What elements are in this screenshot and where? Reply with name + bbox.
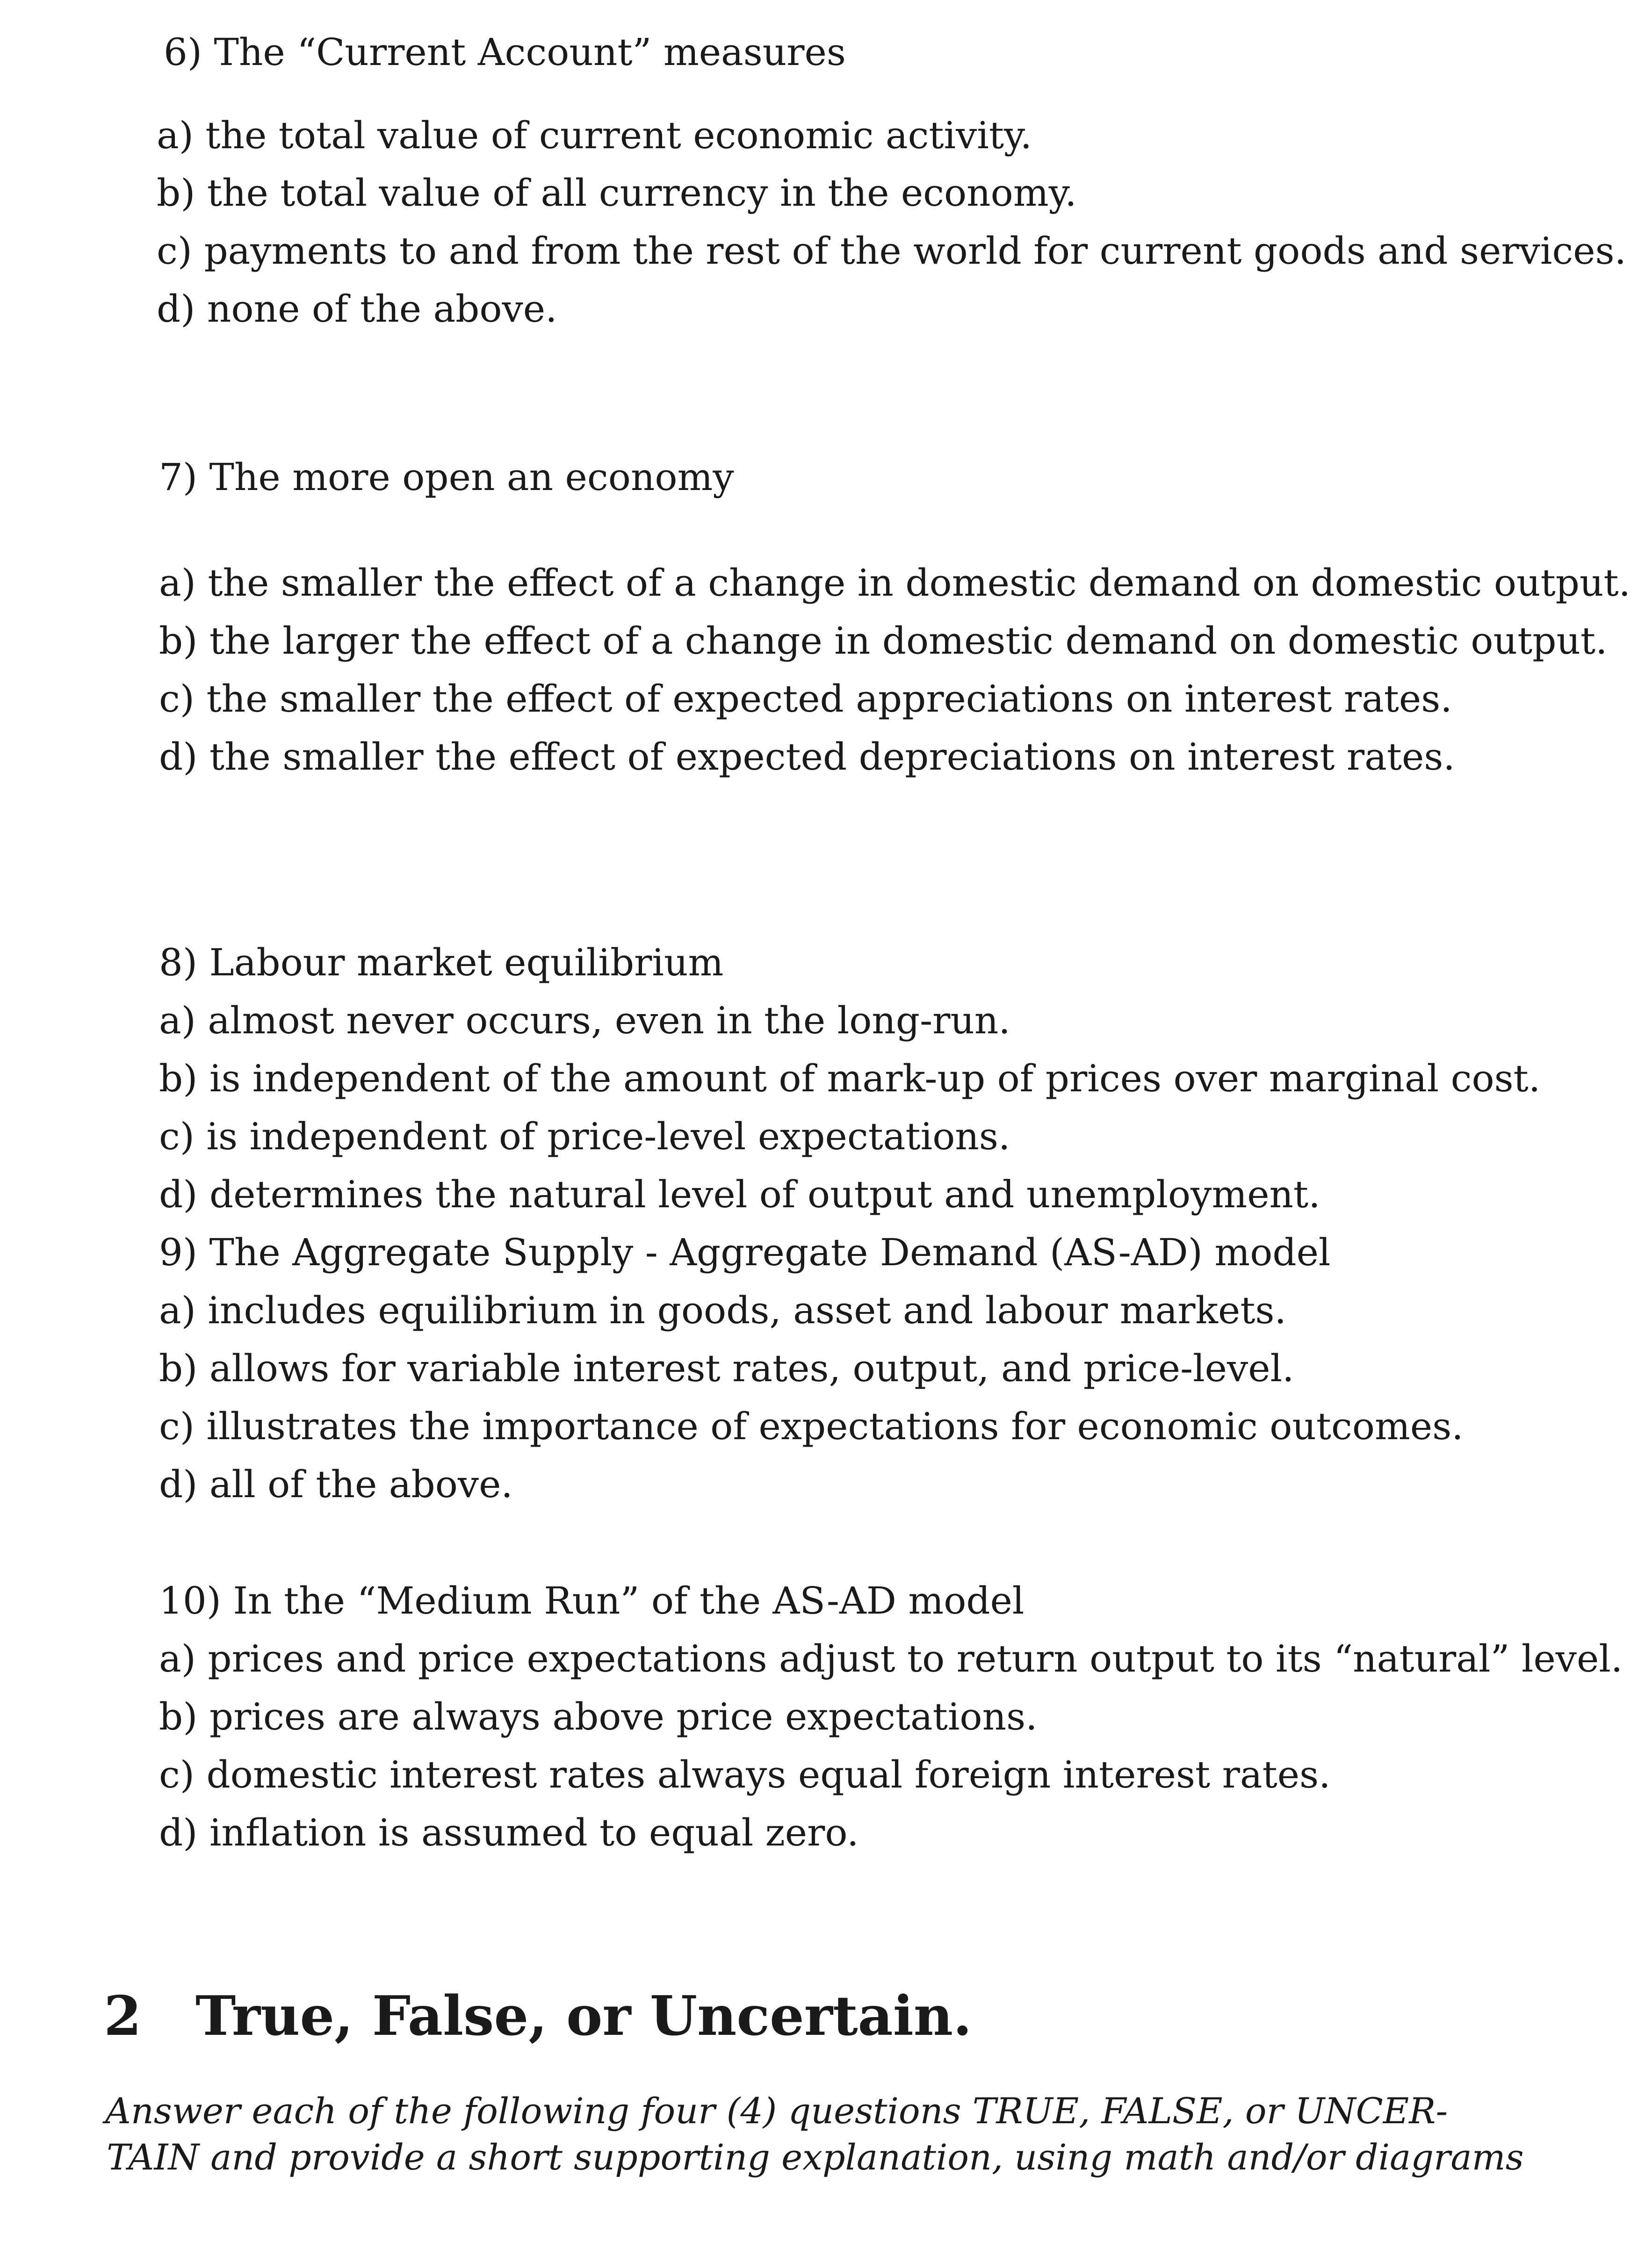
question-7-option-d: d) the smaller the effect of expected depreciations on interest rates. bbox=[159, 735, 1455, 778]
question-7-stem: 7) The more open an economy bbox=[159, 455, 734, 499]
question-7-option-b: b) the larger the effect of a change in domestic demand on domestic output. bbox=[159, 619, 1608, 663]
question-6-stem: 6) The “Current Account” measures bbox=[164, 30, 846, 74]
question-8-stem: 8) Labour market equilibrium bbox=[159, 941, 724, 984]
question-7-option-c: c) the smaller the effect of expected appreciations on interest rates. bbox=[159, 677, 1452, 721]
question-6-option-c: c) payments to and from the rest of the world for current goods and services. bbox=[157, 229, 1627, 273]
question-10-stem: 10) In the “Medium Run” of the AS-AD model bbox=[159, 1579, 1024, 1622]
question-10-option-c: c) domestic interest rates always equal foreign interest rates. bbox=[159, 1753, 1331, 1796]
section-number: 2 bbox=[104, 1984, 142, 2048]
question-9-option-c: c) illustrates the importance of expectations for economic outcomes. bbox=[159, 1405, 1464, 1448]
question-9-option-b: b) allows for variable interest rates, output, and price-level. bbox=[159, 1347, 1294, 1390]
question-6-option-d: d) none of the above. bbox=[157, 287, 557, 331]
question-8-option-a: a) almost never occurs, even in the long-run. bbox=[159, 999, 1010, 1042]
question-8-option-c: c) is independent of price-level expectations. bbox=[159, 1115, 1010, 1158]
question-8-option-d: d) determines the natural level of output and unemployment. bbox=[159, 1173, 1320, 1216]
question-8-option-b: b) is independent of the amount of mark-up of prices over marginal cost. bbox=[159, 1057, 1541, 1100]
section-instructions-line-2: TAIN and provide a short supporting explanation, using math and/or diagrams bbox=[107, 2136, 1524, 2178]
question-9-option-a: a) includes equilibrium in goods, asset and labour markets. bbox=[159, 1289, 1286, 1332]
question-10-option-a: a) prices and price expectations adjust to return output to its “natural” level. bbox=[159, 1637, 1623, 1680]
question-9-stem: 9) The Aggregate Supply - Aggregate Demand (AS-AD) model bbox=[159, 1231, 1331, 1274]
section-instructions-line-1: Answer each of the following four (4) questions TRUE, FALSE, or UNCER- bbox=[105, 2090, 1448, 2132]
question-6-option-a: a) the total value of current economic activity. bbox=[157, 114, 1032, 157]
question-7-option-a: a) the smaller the effect of a change in domestic demand on domestic output. bbox=[159, 561, 1631, 605]
question-9-option-d: d) all of the above. bbox=[159, 1463, 513, 1506]
question-10-option-b: b) prices are always above price expectations. bbox=[159, 1695, 1038, 1738]
section-title: True, False, or Uncertain. bbox=[195, 1984, 972, 2048]
question-6-option-b: b) the total value of all currency in the economy. bbox=[157, 171, 1077, 215]
question-10-option-d: d) inflation is assumed to equal zero. bbox=[159, 1811, 859, 1854]
